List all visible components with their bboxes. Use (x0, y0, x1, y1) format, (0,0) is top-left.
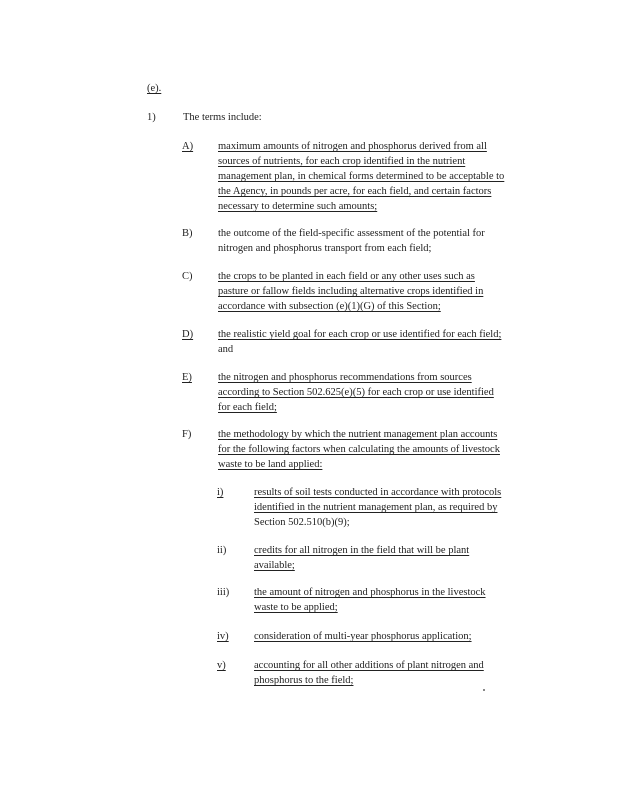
sub-i-line: Section 502.510(b)(9); (254, 517, 350, 528)
item-b-line: nitrogen and phosphorus transport from each field; (218, 243, 432, 254)
sub-iii-label: iii) (217, 587, 230, 598)
sub-ii-label: ii) (217, 545, 227, 556)
item-b-label: B) (182, 228, 193, 239)
item-b-line: the outcome of the field-specific assessment of the potential for (218, 228, 485, 239)
item-1-label: 1) (147, 112, 156, 123)
item-d-line: and (218, 344, 234, 355)
sub-i-label: i) (217, 487, 224, 498)
item-e-line: the nitrogen and phosphorus recommendations from sources (218, 372, 472, 383)
sub-iv-line: consideration of multi-year phosphorus application; (254, 631, 472, 642)
section-label: (e). (147, 83, 162, 94)
item-c-line: the crops to be planted in each field or any other uses such as (218, 271, 475, 282)
item-1-text: The terms include: (183, 112, 262, 123)
sub-v-line: phosphorus to the field; (254, 675, 354, 686)
item-d-label: D) (182, 329, 194, 340)
sub-i-line: results of soil tests conducted in accordance with protocols (254, 487, 502, 498)
item-a-line: sources of nutrients, for each crop identified in the nutrient (218, 156, 466, 167)
sub-v-line: accounting for all other additions of plant nitrogen and (254, 660, 484, 671)
sub-iii-line: waste to be applied; (254, 602, 338, 613)
sub-i-line: identified in the nutrient management plan, as required by (254, 502, 498, 513)
sub-iv-label: iv) (217, 631, 229, 642)
scan-speck (483, 689, 485, 691)
item-c-label: C) (182, 271, 193, 282)
item-f-line: for the following factors when calculating the amounts of livestock (218, 444, 500, 455)
item-a-line: necessary to determine such amounts; (218, 201, 378, 212)
sub-iii-line: the amount of nitrogen and phosphorus in the livestock (254, 587, 486, 598)
item-f-line: the methodology by which the nutrient management plan accounts (218, 429, 498, 440)
sub-ii-line: credits for all nitrogen in the field that will be plant (254, 545, 470, 556)
item-a-line: maximum amounts of nitrogen and phosphorus derived from all (218, 141, 487, 152)
item-f-line: waste to be land applied: (218, 459, 323, 470)
item-a-line: the Agency, in pounds per acre, for each field, and certain factors (218, 186, 492, 197)
item-f-label: F) (182, 429, 192, 440)
item-c-line: pasture or fallow fields including alternative crops identified in (218, 286, 484, 297)
item-a-label: A) (182, 141, 194, 152)
item-e-line: according to Section 502.625(e)(5) for each crop or use identified (218, 387, 494, 398)
item-e-label: E) (182, 372, 192, 383)
item-a-line: management plan, in chemical forms determined to be acceptable to (218, 171, 505, 182)
item-e-line: for each field; (218, 402, 277, 413)
sub-v-label: v) (217, 660, 226, 671)
item-d-line: the realistic yield goal for each crop or use identified for each field; (218, 329, 502, 340)
item-c-line: accordance with subsection (e)(1)(G) of this Section; (218, 301, 441, 312)
sub-ii-line: available; (254, 560, 295, 571)
